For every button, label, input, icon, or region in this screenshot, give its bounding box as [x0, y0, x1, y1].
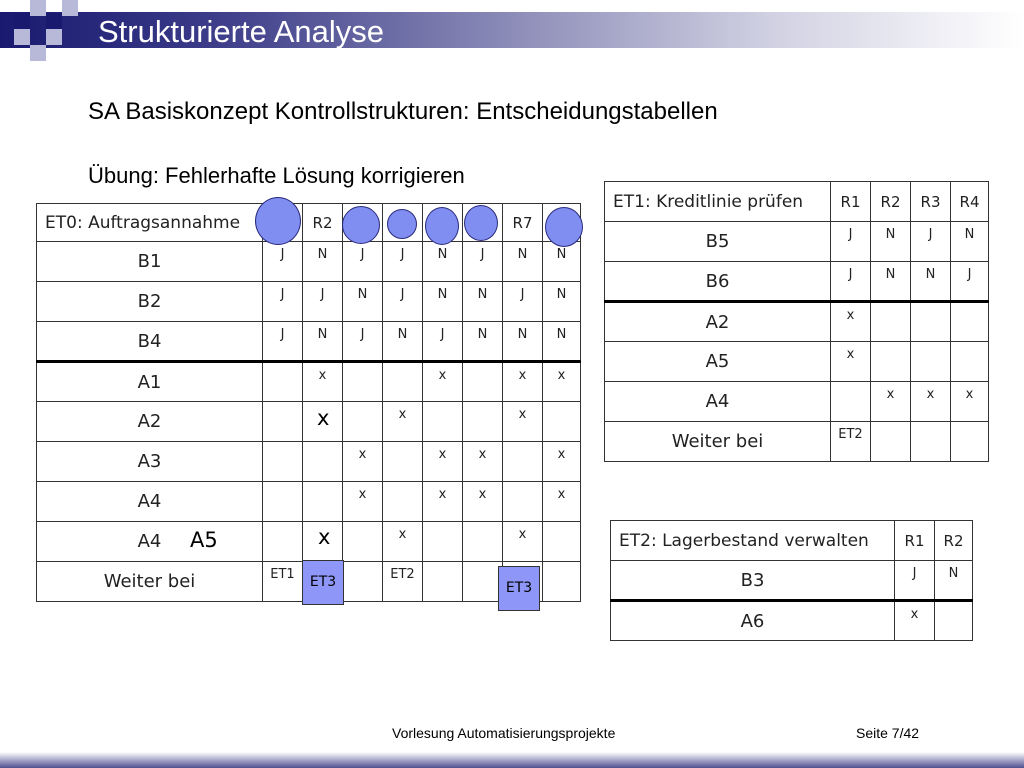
- et0-cell: J: [383, 282, 423, 322]
- et2-cell: x: [895, 601, 935, 641]
- et0-cell: N: [423, 242, 463, 282]
- et0-cell: [303, 442, 343, 482]
- et1-next-label: Weiter bei: [605, 422, 831, 462]
- et0-cell: ET2: [383, 562, 423, 602]
- et0-action-label: A2: [37, 402, 263, 442]
- et2-table: [610, 520, 973, 641]
- et1-header-row: [605, 182, 989, 222]
- et0-action-row: [37, 402, 581, 442]
- et0-cell: N: [543, 242, 581, 282]
- et0-cell: [383, 482, 423, 522]
- et1-cell: x: [831, 342, 871, 382]
- correction-x-mark: x: [317, 406, 330, 430]
- correction-x-mark: x: [318, 525, 331, 549]
- et1-rule: R3: [911, 182, 951, 222]
- et3-correction-box: ET3: [302, 560, 344, 605]
- et0-condition-label: B1: [37, 242, 263, 282]
- et1-cell: J: [831, 222, 871, 262]
- et3-correction-box: ET3: [498, 566, 540, 611]
- et1-cell: J: [831, 262, 871, 302]
- et0-cell: J: [383, 242, 423, 282]
- et1-action-row: [605, 342, 989, 382]
- et1-title: ET1: Kreditlinie prüfen: [605, 182, 831, 222]
- et0-cell: x: [543, 482, 581, 522]
- slide-heading: SA Basiskonzept Kontrollstrukturen: Entscheidungstabellen: [88, 98, 718, 125]
- et1-rule: R4: [951, 182, 989, 222]
- et0-cell: x: [543, 362, 581, 402]
- et0-action-label: A4: [37, 482, 263, 522]
- et0-cell: N: [543, 322, 581, 362]
- et0-action-row: [37, 362, 581, 402]
- et0-cell: [503, 482, 543, 522]
- et0-condition-label: B4: [37, 322, 263, 362]
- logo-square: [46, 29, 62, 45]
- et0-cell: x: [423, 482, 463, 522]
- et0-cell: [543, 402, 581, 442]
- et1-action-row: [605, 382, 989, 422]
- et0-cell: J: [263, 242, 303, 282]
- et0-cell: x: [423, 442, 463, 482]
- et0-condition-label: B2: [37, 282, 263, 322]
- et0-cell: N: [463, 282, 503, 322]
- et1-cell: [871, 342, 911, 382]
- et1-cell: [951, 302, 989, 342]
- et1-action-label: A4: [605, 382, 831, 422]
- et2-condition-row: [611, 561, 973, 601]
- et1-cell: [911, 422, 951, 462]
- et0-cell: N: [503, 322, 543, 362]
- et0-cell: N: [383, 322, 423, 362]
- et1-table: [604, 181, 989, 462]
- et2-title: ET2: Lagerbestand verwalten: [611, 521, 895, 561]
- logo-square: [30, 0, 46, 16]
- et0-cell: x: [463, 442, 503, 482]
- et0-cell: [543, 562, 581, 602]
- et0-cell: [383, 442, 423, 482]
- et0-cell: x: [383, 402, 423, 442]
- et1-rule: R2: [871, 182, 911, 222]
- et0-action-row: [37, 482, 581, 522]
- et0-cell: J: [263, 322, 303, 362]
- et0-cell: J: [503, 282, 543, 322]
- et2-cell: J: [895, 561, 935, 601]
- et2-cell: [935, 601, 973, 641]
- et1-cell: N: [951, 222, 989, 262]
- slide-title: Strukturierte Analyse: [98, 14, 385, 49]
- et0-cell: J: [463, 242, 503, 282]
- et1-action-label: A5: [605, 342, 831, 382]
- et0-cell: x: [383, 522, 423, 562]
- et1-rule: R1: [831, 182, 871, 222]
- et1-cell: [911, 342, 951, 382]
- highlight-circle: [342, 206, 380, 244]
- et0-cell: x: [503, 522, 543, 562]
- et0-cell: x: [423, 362, 463, 402]
- logo-square: [62, 0, 78, 16]
- et0-cell: [343, 562, 383, 602]
- slide-subheading: Übung: Fehlerhafte Lösung korrigieren: [88, 163, 465, 188]
- highlight-circle: [425, 207, 459, 245]
- et0-cell: J: [423, 322, 463, 362]
- et0-cell: [263, 362, 303, 402]
- et0-cell: J: [343, 242, 383, 282]
- et1-cell: [911, 302, 951, 342]
- et0-cell: [303, 482, 343, 522]
- et1-cell: J: [951, 262, 989, 302]
- et0-action-label: A3: [37, 442, 263, 482]
- et0-cell: ET1: [263, 562, 303, 602]
- et0-cell: [423, 402, 463, 442]
- logo-square: [30, 45, 46, 61]
- et0-next-label: Weiter bei: [37, 562, 263, 602]
- et0-cell: N: [343, 282, 383, 322]
- et0-rule: R2: [303, 204, 343, 242]
- et1-next-row: [605, 422, 989, 462]
- et0-cell: [463, 402, 503, 442]
- et1-cell: J: [911, 222, 951, 262]
- et1-cell: x: [831, 302, 871, 342]
- et0-cell: N: [423, 282, 463, 322]
- et1-cell: [831, 382, 871, 422]
- et0-cell: N: [303, 242, 343, 282]
- et0-cell: [263, 442, 303, 482]
- et2-rule: R2: [935, 521, 973, 561]
- et2-action-row: [611, 601, 973, 641]
- et0-action-row: [37, 442, 581, 482]
- et0-cell: x: [343, 442, 383, 482]
- et0-cell: [343, 362, 383, 402]
- highlight-circle: [464, 205, 498, 241]
- et0-cell: [343, 402, 383, 442]
- footer-course: Vorlesung Automatisierungsprojekte: [392, 725, 616, 741]
- et0-action-label: A1: [37, 362, 263, 402]
- et0-cell: [463, 362, 503, 402]
- et0-cell: [263, 522, 303, 562]
- et0-cell: x: [303, 362, 343, 402]
- et0-table: [36, 203, 581, 602]
- et0-rule: R7: [503, 204, 543, 242]
- et2-cell: N: [935, 561, 973, 601]
- et0-cell: x: [463, 482, 503, 522]
- et0-cell: N: [503, 242, 543, 282]
- et1-cell: [871, 422, 911, 462]
- et1-condition-row: [605, 262, 989, 302]
- et0-cell: N: [463, 322, 503, 362]
- et0-cell: [543, 522, 581, 562]
- et1-cell: x: [871, 382, 911, 422]
- et1-cell: x: [951, 382, 989, 422]
- et2-action-label: A6: [611, 601, 895, 641]
- et1-cell: N: [911, 262, 951, 302]
- et0-cell: J: [303, 282, 343, 322]
- et0-cell: [423, 522, 463, 562]
- highlight-circle: [255, 197, 301, 245]
- logo-square: [46, 13, 62, 29]
- et2-header-row: [611, 521, 973, 561]
- et1-action-row: [605, 302, 989, 342]
- et0-cell: [383, 362, 423, 402]
- et0-cell: [263, 482, 303, 522]
- highlight-circle: [387, 209, 417, 239]
- et0-condition-row: [37, 282, 581, 322]
- et0-cell: x: [543, 442, 581, 482]
- et1-cell: N: [871, 222, 911, 262]
- et0-action-row: [37, 522, 581, 562]
- footer-page-number: Seite 7/42: [856, 725, 920, 741]
- et1-cell: [871, 302, 911, 342]
- et0-cell: [423, 562, 463, 602]
- et2-condition-label: B3: [611, 561, 895, 601]
- et0-cell: x: [503, 402, 543, 442]
- et0-header-row: [37, 204, 581, 242]
- et0-condition-row: [37, 322, 581, 362]
- et1-cell: [951, 342, 989, 382]
- et0-cell: [463, 522, 503, 562]
- et1-action-label: A2: [605, 302, 831, 342]
- et1-cell: [951, 422, 989, 462]
- et0-cell: J: [343, 322, 383, 362]
- et0-cell: x: [503, 362, 543, 402]
- et0-cell: [463, 562, 503, 602]
- highlight-circle: [545, 207, 583, 247]
- et0-title: ET0: Auftragsannahme: [37, 204, 263, 242]
- et0-cell: [343, 522, 383, 562]
- et0-action-label: A4: [37, 522, 263, 562]
- et1-condition-label: B6: [605, 262, 831, 302]
- et0-condition-row: [37, 242, 581, 282]
- et0-cell: J: [263, 282, 303, 322]
- et1-condition-row: [605, 222, 989, 262]
- et1-cell: ET2: [831, 422, 871, 462]
- et0-cell: N: [303, 322, 343, 362]
- footer-bar: [0, 752, 1024, 768]
- correction-a5-label: A5: [190, 528, 218, 552]
- et0-cell: N: [543, 282, 581, 322]
- et0-cell: x: [343, 482, 383, 522]
- et2-rule: R1: [895, 521, 935, 561]
- logo-square: [14, 13, 30, 29]
- et1-cell: x: [911, 382, 951, 422]
- et0-cell: [263, 402, 303, 442]
- et0-cell: [503, 442, 543, 482]
- logo-square: [14, 29, 30, 45]
- et1-cell: N: [871, 262, 911, 302]
- et1-condition-label: B5: [605, 222, 831, 262]
